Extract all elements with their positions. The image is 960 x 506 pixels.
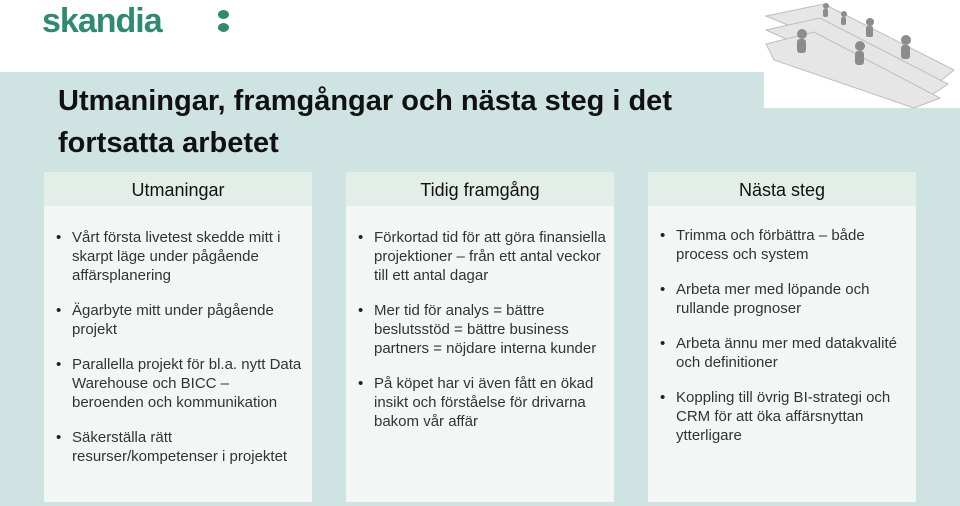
page-title: Utmaningar, framgångar och nästa steg i det fortsatta arbetet [58,85,672,159]
column-heading: Nästa steg [648,172,916,206]
list-item: • På köpet har vi även fått en ökad insikt och förståelse för drivarna bakom vår affär [346,374,614,431]
column-heading: Tidig framgång [346,172,614,206]
list-item: • Koppling till övrig BI-strategi och CRM för att öka affärsnyttan ytterligare [648,388,916,445]
bullet-list [44,228,312,466]
list-item: • Mer tid för analys = bättre beslutsstöd = bättre business partners = nöjdare interna kunder [346,301,614,358]
bullet-list [648,226,916,445]
column-heading: Utmaningar [44,172,312,206]
list-item: • Trimma och förbättra – både process och system [648,226,916,264]
runners-illustration [764,0,960,108]
list-item: • Arbeta ännu mer med datakvalité och definitioner [648,334,916,372]
list-item: • Arbeta mer med löpande och rullande prognoser [648,280,916,318]
logo-colon-icon [218,10,230,34]
column-nasta-steg [648,172,916,502]
runners-on-steps-icon [764,0,960,108]
list-item: • Ägarbyte mitt under pågående projekt [44,301,312,339]
column-tidig-framgang [346,172,614,502]
list-item: • Parallella projekt för bl.a. nytt Data Warehouse och BICC – beroenden och kommunikation [44,355,312,412]
list-item: • Förkortad tid för att göra finansiella projektioner – från ett antal veckor till ett antal dagar [346,228,614,285]
list-item: • Säkerställa rätt resurser/kompetenser i projektet [44,428,312,466]
list-item: • Vårt första livetest skedde mitt i skarpt läge under pågående affärsplanering [44,228,312,285]
bullet-list [346,228,614,431]
skandia-logo: skandia [42,2,162,40]
column-utmaningar [44,172,312,502]
